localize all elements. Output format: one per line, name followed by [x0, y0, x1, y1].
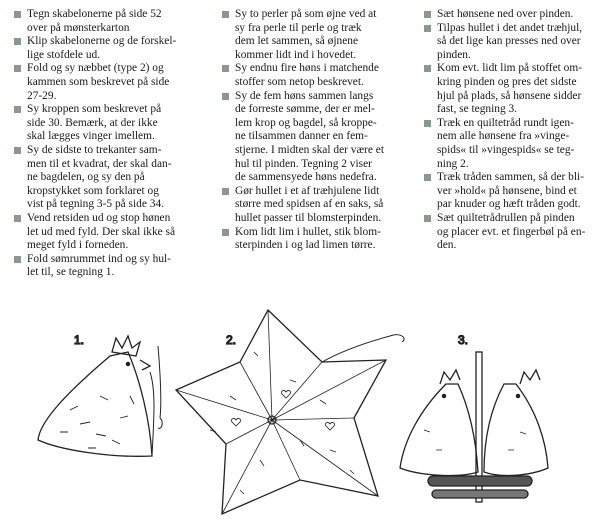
figure-2-star: [176, 310, 404, 514]
instruction-line: lem krop og bagdel, så kroppe-: [235, 116, 377, 129]
instruction-item: [222, 185, 418, 226]
bullet-square-icon: [222, 11, 229, 18]
instruction-line: ver »hold« på hønsene, bind et: [437, 184, 577, 197]
instruction-item: [14, 8, 214, 35]
instruction-line: spids« til »vingespids« se teg-: [437, 143, 575, 156]
instruction-line: ning 2.: [437, 157, 469, 170]
bullet-square-icon: [14, 106, 21, 113]
instruction-item: [14, 35, 214, 62]
bullet-square-icon: [14, 38, 21, 45]
illustrations: [0, 300, 615, 528]
instruction-line: hullet passer til blomsterpinden.: [235, 211, 382, 224]
instruction-line: Vend retsiden ud og stop hønen: [27, 211, 171, 224]
instruction-item: [14, 253, 214, 280]
figure-1-hen: [38, 333, 162, 456]
instruction-item: [14, 144, 214, 212]
instruction-line: de forreste sømme, der er mel-: [235, 103, 375, 116]
instruction-item: [222, 8, 418, 62]
instruction-line: Gør hullet i et af træhjulene lidt: [235, 184, 380, 197]
bullet-square-icon: [222, 93, 229, 100]
instruction-line: større med spidsen af en saks, så: [235, 198, 384, 211]
instruction-line: pinden.: [437, 48, 471, 61]
bullet-square-icon: [14, 256, 21, 263]
instruction-line: sterpinden i og lad limen tørre.: [235, 239, 376, 252]
instruction-line: kommer lidt ind i hovedet.: [235, 48, 357, 61]
instruction-line: over på mønsterkarton: [27, 21, 130, 34]
bullet-square-icon: [424, 120, 431, 127]
figure-3-assembled: [400, 333, 548, 502]
bullet-square-icon: [424, 25, 431, 32]
instruction-line: skal lægges vinger imellem.: [27, 130, 155, 143]
instruction-line: ne tilsammen danner en fem-: [235, 130, 368, 143]
instruction-line: fast, se tegning 3.: [437, 103, 518, 116]
instruction-line: Sy endnu fire høns i matchende: [235, 62, 379, 75]
instruction-line: hul til pinden. Tegning 2 viser: [235, 157, 372, 170]
bullet-square-icon: [424, 174, 431, 181]
instruction-line: Klip skabelonerne og de forskel-: [27, 35, 177, 48]
bullet-square-icon: [222, 65, 229, 72]
instruction-line: Sy de sidste to trekanter sam-: [27, 143, 162, 156]
instruction-item: [424, 117, 610, 171]
instruction-line: nem alle hønsene fra »vinge-: [437, 130, 570, 143]
instruction-line: Sæt hønsene ned over pinden.: [437, 8, 574, 20]
instruction-line: Sy de fem høns sammen langs: [235, 89, 374, 102]
bullet-square-icon: [14, 147, 21, 154]
instruction-line: sy fra perle til perle og træk: [235, 21, 362, 34]
text-column-1: [14, 8, 214, 280]
instruction-line: så det lige kan presses ned over: [437, 35, 581, 48]
instruction-line: den.: [437, 239, 457, 252]
instruction-line: Træk en quiltetråd rundt igen-: [437, 116, 574, 129]
instruction-line: Tegn skabelonerne på side 52: [27, 8, 162, 20]
instruction-item: [424, 212, 610, 253]
instruction-item: [424, 8, 610, 22]
instruction-line: Fold sømrummet ind og sy hul-: [27, 252, 171, 265]
instruction-line: let ud med fyld. Der skal ikke så: [27, 225, 176, 238]
instruction-line: Kom lidt lim i hullet, stik blom-: [235, 225, 381, 238]
bullet-square-icon: [424, 65, 431, 72]
instruction-line: hjul på plads, så hønsene sidder: [437, 89, 582, 102]
instruction-line: kammen som beskrevet på side: [27, 75, 170, 88]
instruction-item: [424, 22, 610, 63]
figure-3-label: 3.: [458, 333, 469, 347]
instruction-item: [222, 62, 418, 89]
bullet-square-icon: [222, 229, 229, 236]
instruction-line: par knuder og hæft tråden godt.: [437, 198, 581, 211]
instruction-line: lige stofdele ud.: [27, 48, 101, 61]
instruction-line: 27-29.: [27, 89, 57, 102]
instruction-line: og placer evt. et fingerbøl på en-: [437, 225, 586, 238]
instruction-item: [424, 171, 610, 212]
instruction-line: ne bagdelen, og sy den på: [27, 171, 145, 184]
instruction-line: stjerne. I midten skal der være et: [235, 143, 384, 156]
text-column-3: [424, 8, 610, 253]
instruction-line: kropstykket som forklaret og: [27, 184, 159, 197]
figure-1-label: 1.: [74, 333, 85, 347]
instruction-line: vist på tegning 3-5 på side 34.: [27, 198, 164, 211]
instruction-line: de sammensyede høns nedefra.: [235, 171, 377, 184]
bullet-square-icon: [424, 11, 431, 18]
instruction-line: men til et kvadrat, der skal dan-: [27, 157, 172, 170]
figure-2-label: 2.: [226, 333, 237, 347]
instruction-line: meget fyld i forneden.: [27, 239, 129, 252]
instruction-item: [14, 212, 214, 253]
instruction-line: dem let sammen, så øjnene: [235, 35, 359, 48]
instruction-line: Tilpas hullet i det andet træhjul,: [437, 21, 583, 34]
bullet-square-icon: [14, 11, 21, 18]
instruction-line: Sæt quiltetrådrullen på pinden: [437, 211, 575, 224]
instruction-item: [14, 62, 214, 103]
instruction-line: Sy kroppen som beskrevet på: [27, 103, 162, 116]
instruction-line: stoffer som netop beskrevet.: [235, 75, 364, 88]
text-column-2: [222, 8, 418, 253]
instruction-line: let til, se tegning 1.: [27, 266, 115, 279]
instruction-line: kring pinden og pres det sidste: [437, 75, 577, 88]
bullet-square-icon: [14, 215, 21, 222]
instruction-line: Sy to perler på som øjne ved at: [235, 8, 377, 20]
instruction-item: [222, 226, 418, 253]
instruction-item: [14, 103, 214, 144]
instruction-item: [424, 62, 610, 116]
bullet-square-icon: [424, 215, 431, 222]
instruction-line: Fold og sy næbbet (type 2) og: [27, 62, 164, 75]
bullet-square-icon: [14, 65, 21, 72]
bullet-square-icon: [222, 188, 229, 195]
instruction-line: Træk tråden sammen, så der bli-: [437, 171, 584, 184]
instruction-item: [222, 90, 418, 185]
instruction-line: Kom evt. lidt lim på stoffet om-: [437, 62, 583, 75]
instruction-line: side 30. Bemærk, at der ikke: [27, 116, 158, 129]
